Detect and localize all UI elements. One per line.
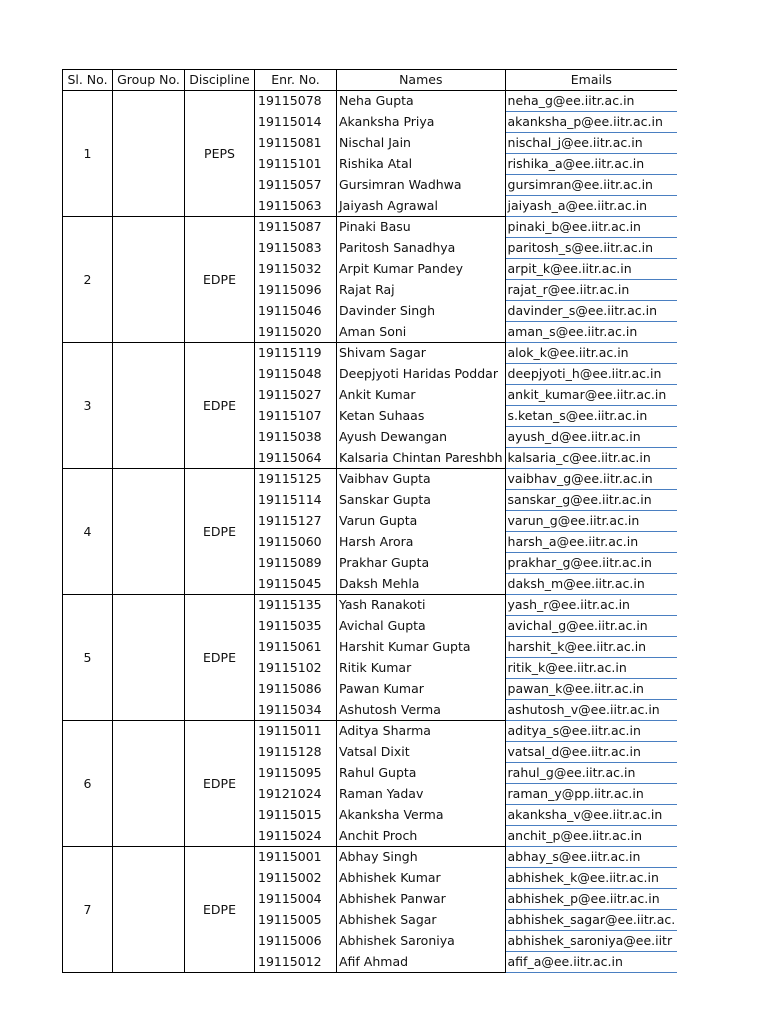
student-name-cell: Abhishek Saroniya	[337, 931, 506, 952]
email-cell[interactable]: alok_k@ee.iitr.ac.in	[505, 343, 677, 364]
discipline-cell: EDPE	[185, 847, 255, 973]
student-name-cell: Gursimran Wadhwa	[337, 175, 506, 196]
enrollment-number-cell: 19115128	[255, 742, 337, 763]
table-row	[63, 847, 678, 868]
email-cell[interactable]: raman_y@pp.iitr.ac.in	[505, 784, 677, 805]
group-no-cell	[113, 847, 185, 973]
email-cell[interactable]: avichal_g@ee.iitr.ac.in	[505, 616, 677, 637]
enrollment-number-cell: 19115027	[255, 385, 337, 406]
student-name-cell: Vatsal Dixit	[337, 742, 506, 763]
enrollment-number-cell: 19115087	[255, 217, 337, 238]
enrollment-number-cell: 19115012	[255, 952, 337, 973]
enrollment-number-cell: 19115015	[255, 805, 337, 826]
group-no-cell	[113, 217, 185, 343]
student-name-cell: Harsh Arora	[337, 532, 506, 553]
enrollment-number-cell: 19115005	[255, 910, 337, 931]
student-name-cell: Prakhar Gupta	[337, 553, 506, 574]
student-name-cell: Rishika Atal	[337, 154, 506, 175]
student-name-cell: Deepjyoti Haridas Poddar	[337, 364, 506, 385]
email-cell[interactable]: akanksha_v@ee.iitr.ac.in	[505, 805, 677, 826]
enrollment-number-cell: 19115045	[255, 574, 337, 595]
discipline-cell: EDPE	[185, 343, 255, 469]
email-cell[interactable]: abhishek_saroniya@ee.iitr	[505, 931, 677, 952]
email-cell[interactable]: varun_g@ee.iitr.ac.in	[505, 511, 677, 532]
enrollment-number-cell: 19115127	[255, 511, 337, 532]
header-sl-no: Sl. No.	[63, 70, 113, 91]
student-name-cell: Ketan Suhaas	[337, 406, 506, 427]
table-row	[63, 595, 678, 616]
student-name-cell: Akanksha Priya	[337, 112, 506, 133]
sl-no-cell: 2	[63, 217, 113, 343]
table-row	[63, 343, 678, 364]
student-name-cell: Paritosh Sanadhya	[337, 238, 506, 259]
enrollment-number-cell: 19115083	[255, 238, 337, 259]
group-no-cell	[113, 595, 185, 721]
student-name-cell: Yash Ranakoti	[337, 595, 506, 616]
student-name-cell: Rahul Gupta	[337, 763, 506, 784]
header-group-no: Group No.	[113, 70, 185, 91]
student-name-cell: Ashutosh Verma	[337, 700, 506, 721]
group-table	[62, 69, 677, 973]
table-row	[63, 217, 678, 238]
email-cell[interactable]: daksh_m@ee.iitr.ac.in	[505, 574, 677, 595]
email-cell[interactable]: afif_a@ee.iitr.ac.in	[505, 952, 677, 973]
email-cell[interactable]: sanskar_g@ee.iitr.ac.in	[505, 490, 677, 511]
student-name-cell: Pawan Kumar	[337, 679, 506, 700]
student-name-cell: Sanskar Gupta	[337, 490, 506, 511]
student-name-cell: Shivam Sagar	[337, 343, 506, 364]
student-name-cell: Abhay Singh	[337, 847, 506, 868]
enrollment-number-cell: 19115006	[255, 931, 337, 952]
email-cell[interactable]: kalsaria_c@ee.iitr.ac.in	[505, 448, 677, 469]
email-cell[interactable]: rishika_a@ee.iitr.ac.in	[505, 154, 677, 175]
enrollment-number-cell: 19115101	[255, 154, 337, 175]
email-cell[interactable]: pinaki_b@ee.iitr.ac.in	[505, 217, 677, 238]
email-cell[interactable]: akanksha_p@ee.iitr.ac.in	[505, 112, 677, 133]
student-name-cell: Rajat Raj	[337, 280, 506, 301]
email-cell[interactable]: harshit_k@ee.iitr.ac.in	[505, 637, 677, 658]
student-name-cell: Raman Yadav	[337, 784, 506, 805]
student-name-cell: Arpit Kumar Pandey	[337, 259, 506, 280]
email-cell[interactable]: vaibhav_g@ee.iitr.ac.in	[505, 469, 677, 490]
email-cell[interactable]: davinder_s@ee.iitr.ac.in	[505, 301, 677, 322]
discipline-cell: EDPE	[185, 595, 255, 721]
table-row	[63, 721, 678, 742]
enrollment-number-cell: 19115024	[255, 826, 337, 847]
email-cell[interactable]: anchit_p@ee.iitr.ac.in	[505, 826, 677, 847]
enrollment-number-cell: 19115063	[255, 196, 337, 217]
email-cell[interactable]: aman_s@ee.iitr.ac.in	[505, 322, 677, 343]
header-names: Names	[337, 70, 506, 91]
table-row	[63, 91, 678, 112]
group-no-cell	[113, 91, 185, 217]
sl-no-cell: 6	[63, 721, 113, 847]
email-cell[interactable]: paritosh_s@ee.iitr.ac.in	[505, 238, 677, 259]
email-cell[interactable]: yash_r@ee.iitr.ac.in	[505, 595, 677, 616]
email-cell[interactable]: gursimran@ee.iitr.ac.in	[505, 175, 677, 196]
email-cell[interactable]: jaiyash_a@ee.iitr.ac.in	[505, 196, 677, 217]
discipline-cell: EDPE	[185, 469, 255, 595]
sl-no-cell: 5	[63, 595, 113, 721]
student-name-cell: Ritik Kumar	[337, 658, 506, 679]
enrollment-number-cell: 19115119	[255, 343, 337, 364]
enrollment-number-cell: 19115107	[255, 406, 337, 427]
enrollment-number-cell: 19115057	[255, 175, 337, 196]
email-cell[interactable]: abhay_s@ee.iitr.ac.in	[505, 847, 677, 868]
discipline-cell: PEPS	[185, 91, 255, 217]
header-emails: Emails	[505, 70, 677, 91]
enrollment-number-cell: 19115032	[255, 259, 337, 280]
header-enr-no: Enr. No.	[255, 70, 337, 91]
email-cell[interactable]: vatsal_d@ee.iitr.ac.in	[505, 742, 677, 763]
sl-no-cell: 7	[63, 847, 113, 973]
enrollment-number-cell: 19115061	[255, 637, 337, 658]
student-name-cell: Ankit Kumar	[337, 385, 506, 406]
email-cell[interactable]: deepjyoti_h@ee.iitr.ac.in	[505, 364, 677, 385]
group-no-cell	[113, 721, 185, 847]
enrollment-number-cell: 19115004	[255, 889, 337, 910]
email-cell[interactable]: harsh_a@ee.iitr.ac.in	[505, 532, 677, 553]
group-no-cell	[113, 469, 185, 595]
enrollment-number-cell: 19115102	[255, 658, 337, 679]
enrollment-number-cell: 19115011	[255, 721, 337, 742]
sl-no-cell: 3	[63, 343, 113, 469]
student-name-cell: Abhishek Kumar	[337, 868, 506, 889]
enrollment-number-cell: 19115034	[255, 700, 337, 721]
enrollment-number-cell: 19115020	[255, 322, 337, 343]
sl-no-cell: 4	[63, 469, 113, 595]
email-cell[interactable]: rahul_g@ee.iitr.ac.in	[505, 763, 677, 784]
enrollment-number-cell: 19115048	[255, 364, 337, 385]
enrollment-number-cell: 19115086	[255, 679, 337, 700]
enrollment-number-cell: 19115035	[255, 616, 337, 637]
discipline-cell: EDPE	[185, 721, 255, 847]
enrollment-number-cell: 19115001	[255, 847, 337, 868]
enrollment-number-cell: 19115060	[255, 532, 337, 553]
student-name-cell: Ayush Dewangan	[337, 427, 506, 448]
group-no-cell	[113, 343, 185, 469]
enrollment-number-cell: 19115002	[255, 868, 337, 889]
header-row	[63, 70, 678, 91]
enrollment-number-cell: 19115114	[255, 490, 337, 511]
email-cell[interactable]: abhishek_k@ee.iitr.ac.in	[505, 868, 677, 889]
enrollment-number-cell: 19115078	[255, 91, 337, 112]
enrollment-number-cell: 19115095	[255, 763, 337, 784]
header-discipline: Discipline	[185, 70, 255, 91]
sl-no-cell: 1	[63, 91, 113, 217]
email-cell[interactable]: s.ketan_s@ee.iitr.ac.in	[505, 406, 677, 427]
student-name-cell: Harshit Kumar Gupta	[337, 637, 506, 658]
enrollment-number-cell: 19115046	[255, 301, 337, 322]
email-cell[interactable]: pawan_k@ee.iitr.ac.in	[505, 679, 677, 700]
email-cell[interactable]: aditya_s@ee.iitr.ac.in	[505, 721, 677, 742]
student-name-cell: Aditya Sharma	[337, 721, 506, 742]
enrollment-number-cell: 19115135	[255, 595, 337, 616]
student-name-cell: Vaibhav Gupta	[337, 469, 506, 490]
student-name-cell: Aman Soni	[337, 322, 506, 343]
student-name-cell: Davinder Singh	[337, 301, 506, 322]
student-name-cell: Avichal Gupta	[337, 616, 506, 637]
student-name-cell: Jaiyash Agrawal	[337, 196, 506, 217]
email-cell[interactable]: ashutosh_v@ee.iitr.ac.in	[505, 700, 677, 721]
email-cell[interactable]: abhishek_sagar@ee.iitr.ac.	[505, 910, 677, 931]
student-name-cell: Varun Gupta	[337, 511, 506, 532]
email-cell[interactable]: arpit_k@ee.iitr.ac.in	[505, 259, 677, 280]
student-name-cell: Neha Gupta	[337, 91, 506, 112]
student-name-cell: Abhishek Panwar	[337, 889, 506, 910]
enrollment-number-cell: 19115089	[255, 553, 337, 574]
enrollment-number-cell: 19115081	[255, 133, 337, 154]
student-name-cell: Pinaki Basu	[337, 217, 506, 238]
email-cell[interactable]: prakhar_g@ee.iitr.ac.in	[505, 553, 677, 574]
email-cell[interactable]: ankit_kumar@ee.iitr.ac.in	[505, 385, 677, 406]
student-name-cell: Anchit Proch	[337, 826, 506, 847]
email-cell[interactable]: neha_g@ee.iitr.ac.in	[505, 91, 677, 112]
student-name-cell: Nischal Jain	[337, 133, 506, 154]
student-name-cell: Akanksha Verma	[337, 805, 506, 826]
table-row	[63, 469, 678, 490]
email-cell[interactable]: abhishek_p@ee.iitr.ac.in	[505, 889, 677, 910]
student-name-cell: Abhishek Sagar	[337, 910, 506, 931]
email-cell[interactable]: rajat_r@ee.iitr.ac.in	[505, 280, 677, 301]
student-name-cell: Kalsaria Chintan Pareshbh	[337, 448, 506, 469]
enrollment-number-cell: 19115096	[255, 280, 337, 301]
enrollment-number-cell: 19121024	[255, 784, 337, 805]
email-cell[interactable]: ritik_k@ee.iitr.ac.in	[505, 658, 677, 679]
email-cell[interactable]: ayush_d@ee.iitr.ac.in	[505, 427, 677, 448]
enrollment-number-cell: 19115014	[255, 112, 337, 133]
enrollment-number-cell: 19115038	[255, 427, 337, 448]
discipline-cell: EDPE	[185, 217, 255, 343]
email-cell[interactable]: nischal_j@ee.iitr.ac.in	[505, 133, 677, 154]
student-name-cell: Daksh Mehla	[337, 574, 506, 595]
enrollment-number-cell: 19115125	[255, 469, 337, 490]
enrollment-number-cell: 19115064	[255, 448, 337, 469]
student-name-cell: Afif Ahmad	[337, 952, 506, 973]
